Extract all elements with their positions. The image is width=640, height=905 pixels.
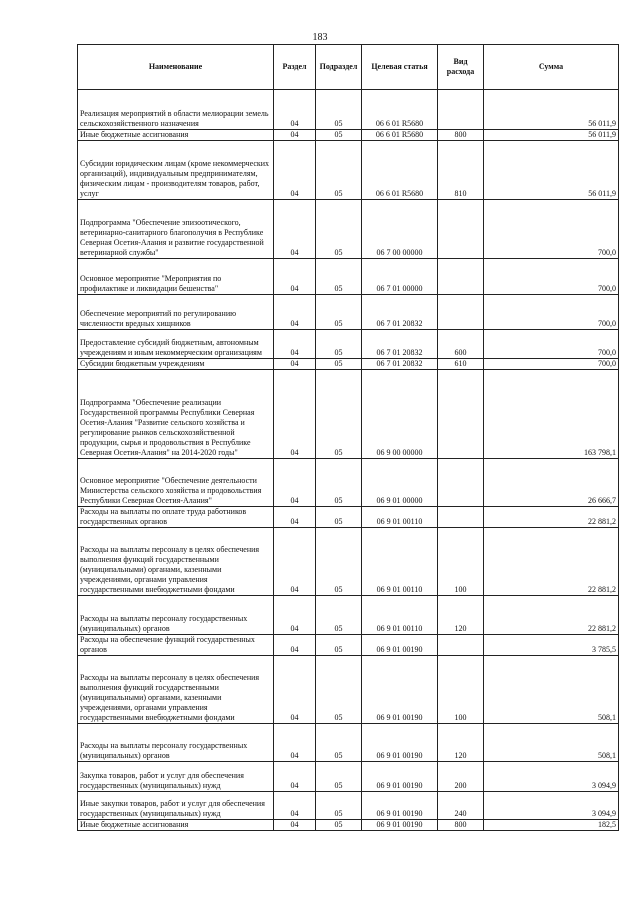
row-type: 600 — [438, 330, 484, 359]
row-name: Иные бюджетные ассигнования — [78, 820, 274, 831]
row-sum: 22 881,2 — [484, 528, 619, 596]
row-section: 04 — [274, 330, 316, 359]
row-section: 04 — [274, 820, 316, 831]
row-section: 04 — [274, 656, 316, 724]
row-sum: 700,0 — [484, 200, 619, 259]
row-name: Обеспечение мероприятий по регулированию численности вредных хищников — [78, 295, 274, 330]
row-name: Расходы на обеспечение функций государственных органов — [78, 635, 274, 656]
row-name: Расходы на выплаты персоналу государственных (муниципальных) органов — [78, 724, 274, 762]
row-sum: 508,1 — [484, 656, 619, 724]
header-subsection: Подраздел — [316, 45, 362, 90]
row-target: 06 7 00 00000 — [362, 200, 438, 259]
row-subsection: 05 — [316, 370, 362, 459]
table-row — [78, 295, 619, 330]
table-row — [78, 200, 619, 259]
table-body — [78, 90, 619, 831]
row-name: Расходы на выплаты персоналу в целях обеспечения выполнения функций государственными (муниципальными) органами, казенными учреждениями, органами управления государственными внебюджетными фондами — [78, 528, 274, 596]
row-name: Субсидии юридическим лицам (кроме некоммерческих организаций), индивидуальным предпринимателям, физическим лицам - производителям товаров, работ, услуг — [78, 141, 274, 200]
row-section: 04 — [274, 596, 316, 635]
row-target: 06 9 01 00110 — [362, 596, 438, 635]
row-name: Расходы на выплаты по оплате труда работников государственных органов — [78, 507, 274, 528]
row-target: 06 9 01 00110 — [362, 507, 438, 528]
row-name: Расходы на выплаты персоналу в целях обеспечения выполнения функций государственными (муниципальными) органами, казенными учреждениями, органами управления государственными внебюджетными фондами — [78, 656, 274, 724]
row-target: 06 9 01 00190 — [362, 762, 438, 792]
table-row — [78, 359, 619, 370]
row-target: 06 7 01 00000 — [362, 259, 438, 295]
row-type: 100 — [438, 528, 484, 596]
row-target: 06 9 01 00190 — [362, 724, 438, 762]
row-subsection: 05 — [316, 792, 362, 820]
row-name: Подпрограмма "Обеспечение реализации Государственной программы Республики Северная Осетия-Алания "Развитие сельского хозяйства и регулирование рынков сельскохозяйственной продукции, сырья и продовольствия в Республике Северная Осетия-Алания" на 2014-2020 годы" — [78, 370, 274, 459]
row-sum: 3 094,9 — [484, 762, 619, 792]
row-section: 04 — [274, 459, 316, 507]
table-row — [78, 141, 619, 200]
row-type: 120 — [438, 724, 484, 762]
table-row — [78, 370, 619, 459]
row-name: Основное мероприятие "Мероприятия по профилактике и ликвидации бешенства" — [78, 259, 274, 295]
table-row — [78, 507, 619, 528]
table-row — [78, 762, 619, 792]
header-target: Целевая статья — [362, 45, 438, 90]
row-type: 200 — [438, 762, 484, 792]
row-subsection: 05 — [316, 130, 362, 141]
row-target: 06 9 01 00190 — [362, 635, 438, 656]
row-subsection: 05 — [316, 330, 362, 359]
row-target: 06 9 01 00000 — [362, 459, 438, 507]
row-section: 04 — [274, 259, 316, 295]
row-name: Предоставление субсидий бюджетным, автономным учреждениям и иным некоммерческим организациям — [78, 330, 274, 359]
row-section: 04 — [274, 792, 316, 820]
row-target: 06 6 01 R5680 — [362, 130, 438, 141]
row-section: 04 — [274, 724, 316, 762]
header-name: Наименование — [78, 45, 274, 90]
row-subsection: 05 — [316, 507, 362, 528]
row-sum: 56 011,9 — [484, 130, 619, 141]
row-sum: 700,0 — [484, 259, 619, 295]
row-name: Подпрограмма "Обеспечение эпизоотического, ветеринарно-санитарного благополучия в Республике Северная Осетия-Алания и развитие государственной ветеринарной службы" — [78, 200, 274, 259]
table-row — [78, 635, 619, 656]
row-name: Реализация мероприятий в области мелиорации земель сельскохозяйственного назначения — [78, 90, 274, 130]
row-type: 120 — [438, 596, 484, 635]
row-sum: 56 011,9 — [484, 141, 619, 200]
row-type: 810 — [438, 141, 484, 200]
table-row — [78, 330, 619, 359]
row-section: 04 — [274, 90, 316, 130]
row-subsection: 05 — [316, 635, 362, 656]
row-section: 04 — [274, 359, 316, 370]
row-target: 06 9 01 00110 — [362, 528, 438, 596]
row-section: 04 — [274, 200, 316, 259]
row-subsection: 05 — [316, 528, 362, 596]
row-target: 06 6 01 R5680 — [362, 141, 438, 200]
row-sum: 182,5 — [484, 820, 619, 831]
row-subsection: 05 — [316, 200, 362, 259]
row-sum: 26 666,7 — [484, 459, 619, 507]
row-type: 800 — [438, 820, 484, 831]
row-subsection: 05 — [316, 459, 362, 507]
table-row — [78, 724, 619, 762]
row-type — [438, 459, 484, 507]
row-subsection: 05 — [316, 295, 362, 330]
row-target: 06 9 00 00000 — [362, 370, 438, 459]
row-sum: 700,0 — [484, 359, 619, 370]
row-name: Расходы на выплаты персоналу государственных (муниципальных) органов — [78, 596, 274, 635]
row-name: Иные бюджетные ассигнования — [78, 130, 274, 141]
row-section: 04 — [274, 762, 316, 792]
row-type: 100 — [438, 656, 484, 724]
table-row — [78, 259, 619, 295]
header-sum: Сумма — [484, 45, 619, 90]
row-section: 04 — [274, 507, 316, 528]
row-section: 04 — [274, 130, 316, 141]
row-type — [438, 259, 484, 295]
budget-table — [77, 44, 619, 831]
row-subsection: 05 — [316, 656, 362, 724]
row-sum: 22 881,2 — [484, 507, 619, 528]
row-subsection: 05 — [316, 90, 362, 130]
row-type — [438, 295, 484, 330]
row-subsection: 05 — [316, 141, 362, 200]
row-name: Закупка товаров, работ и услуг для обеспечения государственных (муниципальных) нужд — [78, 762, 274, 792]
row-subsection: 05 — [316, 259, 362, 295]
row-sum: 3 094,9 — [484, 792, 619, 820]
row-section: 04 — [274, 370, 316, 459]
row-sum: 56 011,9 — [484, 90, 619, 130]
row-type — [438, 507, 484, 528]
page-number: 183 — [312, 32, 328, 43]
row-name: Иные закупки товаров, работ и услуг для обеспечения государственных (муниципальных) нужд — [78, 792, 274, 820]
row-sum: 700,0 — [484, 295, 619, 330]
table-row — [78, 820, 619, 831]
row-section: 04 — [274, 635, 316, 656]
row-type — [438, 370, 484, 459]
header-section: Раздел — [274, 45, 316, 90]
table-row — [78, 90, 619, 130]
row-type — [438, 200, 484, 259]
row-name: Субсидии бюджетным учреждениям — [78, 359, 274, 370]
table-header-row — [78, 45, 619, 90]
row-target: 06 9 01 00190 — [362, 656, 438, 724]
row-target: 06 7 01 20832 — [362, 295, 438, 330]
row-name: Основное мероприятие "Обеспечение деятельности Министерства сельского хозяйства и продовольствия Республики Северная Осетия-Алания" — [78, 459, 274, 507]
row-section: 04 — [274, 528, 316, 596]
row-section: 04 — [274, 141, 316, 200]
row-sum: 3 785,5 — [484, 635, 619, 656]
row-subsection: 05 — [316, 724, 362, 762]
row-target: 06 9 01 00190 — [362, 820, 438, 831]
row-subsection: 05 — [316, 359, 362, 370]
row-type — [438, 90, 484, 130]
table-row — [78, 528, 619, 596]
table-row — [78, 459, 619, 507]
row-sum: 508,1 — [484, 724, 619, 762]
row-type — [438, 635, 484, 656]
row-type: 800 — [438, 130, 484, 141]
row-target: 06 7 01 20832 — [362, 330, 438, 359]
row-target: 06 7 01 20832 — [362, 359, 438, 370]
row-target: 06 9 01 00190 — [362, 792, 438, 820]
table-row — [78, 130, 619, 141]
row-subsection: 05 — [316, 820, 362, 831]
row-subsection: 05 — [316, 762, 362, 792]
row-sum: 163 798,1 — [484, 370, 619, 459]
row-target: 06 6 01 R5680 — [362, 90, 438, 130]
row-type: 240 — [438, 792, 484, 820]
table-row — [78, 656, 619, 724]
row-subsection: 05 — [316, 596, 362, 635]
table-row — [78, 596, 619, 635]
row-sum: 22 881,2 — [484, 596, 619, 635]
row-section: 04 — [274, 295, 316, 330]
row-type: 610 — [438, 359, 484, 370]
table-row — [78, 792, 619, 820]
header-type: Вид расхода — [438, 45, 484, 90]
row-sum: 700,0 — [484, 330, 619, 359]
